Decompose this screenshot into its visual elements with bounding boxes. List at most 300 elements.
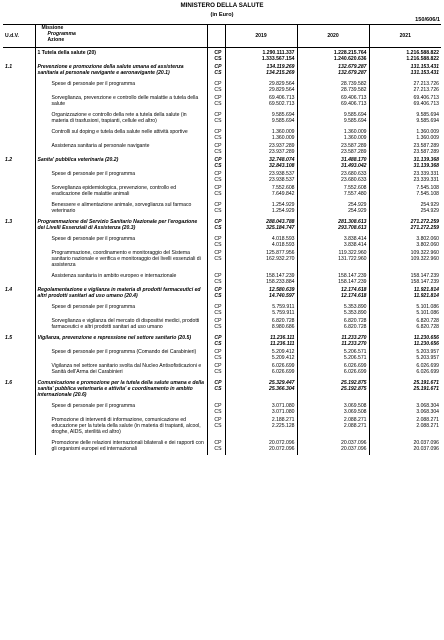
cp-value: 9.585.694 xyxy=(343,112,367,118)
cp-value: 7.552.608 xyxy=(271,185,295,191)
description-cell: Spese di personale per il programma xyxy=(35,79,207,93)
cs-value: 20.037.096 xyxy=(341,446,367,452)
table-body xyxy=(3,48,441,456)
cs-value: 131.153.431 xyxy=(410,70,439,76)
value-cell-2020 xyxy=(297,183,369,200)
cp-value: 158.147.239 xyxy=(266,273,295,279)
cs-value: 7.557.480 xyxy=(343,191,367,197)
cp-value: 29.829.564 xyxy=(269,81,295,87)
uv-cell xyxy=(3,141,35,155)
cp-value: 1.360.009 xyxy=(416,129,439,135)
cp-label: CP xyxy=(214,440,222,446)
uv-cell xyxy=(3,79,35,93)
description-cell: Comunicazione e promozione per la tutela della salute umana e della sanita' pubblica veterinaria e attivita' e coordinamento in ambito internazionale (20.6) xyxy=(35,378,207,401)
currency-unit: (in Euro) xyxy=(210,12,234,18)
programma-row xyxy=(3,378,441,401)
cp-cs-cell xyxy=(207,415,225,438)
value-cell-2021 xyxy=(369,285,441,302)
cs-label: CS xyxy=(214,163,222,169)
cs-value: 11.921.814 xyxy=(413,293,439,299)
cp-value: 132.679.287 xyxy=(338,64,367,70)
azione-row xyxy=(3,438,441,455)
cp-value: 9.585.694 xyxy=(416,112,439,118)
cs-value: 25.192.875 xyxy=(341,386,367,392)
value-cell-2021 xyxy=(369,415,441,438)
cp-cs-cell xyxy=(207,361,225,378)
cs-value: 254.929 xyxy=(348,208,367,214)
value-cell-2019 xyxy=(225,248,297,271)
cs-value: 5.353.890 xyxy=(343,310,367,316)
cp-value: 11.233.270 xyxy=(341,335,367,341)
uv-cell: 1.6 xyxy=(5,380,13,386)
cp-value: 1.254.929 xyxy=(271,202,295,208)
cs-value: 1.240.620.636 xyxy=(333,56,367,62)
header-uv: U.d.V. xyxy=(3,25,35,48)
value-cell-2020 xyxy=(297,110,369,127)
cs-value: 1.360.009 xyxy=(343,135,367,141)
cs-value: 27.213.726 xyxy=(413,87,439,93)
cp-value: 20.037.096 xyxy=(413,440,439,446)
cs-value: 134.215.269 xyxy=(266,70,295,76)
cp-value: 23.938.537 xyxy=(269,171,295,177)
cp-label: CP xyxy=(214,129,222,135)
cp-value: 254.929 xyxy=(348,202,367,208)
cp-value: 23.587.289 xyxy=(413,143,439,149)
cp-label: CP xyxy=(214,250,222,256)
value-cell-2019 xyxy=(225,110,297,127)
value-cell-2021 xyxy=(369,200,441,217)
cs-value: 23.587.289 xyxy=(341,149,367,155)
uv-cell xyxy=(3,110,35,127)
description-cell: Assistenza sanitaria al personale navigante xyxy=(35,141,207,155)
cp-cs-cell xyxy=(207,183,225,200)
uv-cell xyxy=(3,347,35,361)
description-cell: Sorveglianza e vigilanza del mercato di dispositivi medici, prodotti farmaceutici e altri prodotti sanitari ad uso umano xyxy=(35,316,207,333)
cs-value: 8.980.686 xyxy=(271,324,295,330)
value-cell-2020 xyxy=(297,361,369,378)
cp-value: 5.353.890 xyxy=(343,304,367,310)
cs-value: 6.026.699 xyxy=(416,369,439,375)
description-cell: Sorveglianza epidemiologica, prevenzione, controllo ed eradicazione delle malattie animali xyxy=(35,183,207,200)
cp-cs-cell xyxy=(207,48,225,63)
cs-label: CS xyxy=(214,355,222,361)
cp-value: 6.820.728 xyxy=(271,318,295,324)
cp-value: 5.209.412 xyxy=(271,349,295,355)
cp-value: 2.188.271 xyxy=(271,417,295,423)
value-cell-2020 xyxy=(297,271,369,285)
value-cell-2021 xyxy=(369,271,441,285)
value-cell-2021 xyxy=(369,316,441,333)
cp-label: CP xyxy=(214,417,222,423)
cp-value: 23.339.331 xyxy=(413,171,439,177)
value-cell-2019 xyxy=(225,333,297,347)
value-cell-2020 xyxy=(297,141,369,155)
cp-value: 7.552.608 xyxy=(343,185,367,191)
table-header-row xyxy=(3,25,441,48)
value-cell-2019 xyxy=(225,302,297,316)
cs-value: 132.679.287 xyxy=(338,70,367,76)
value-cell-2020 xyxy=(297,234,369,248)
cs-value: 3.071.080 xyxy=(271,409,295,415)
description-cell: Sanita' pubblica veterinaria (20.2) xyxy=(35,155,207,169)
cp-label: CP xyxy=(214,335,222,341)
cp-label: CP xyxy=(214,380,222,386)
cp-value: 12.174.618 xyxy=(341,287,367,293)
cp-value: 119.322.960 xyxy=(338,250,367,256)
value-cell-2021 xyxy=(369,234,441,248)
uv-cell xyxy=(3,438,35,455)
cs-value: 5.101.086 xyxy=(416,310,439,316)
cp-value: 134.119.269 xyxy=(266,64,295,70)
cs-value: 6.026.699 xyxy=(271,369,295,375)
cs-value: 162.932.270 xyxy=(266,256,295,262)
description-cell: Benessere e alimentazione animale, sorveglianza sul farmaco veterinario xyxy=(35,200,207,217)
cp-value: 11.921.814 xyxy=(413,287,439,293)
cs-value: 109.322.960 xyxy=(410,256,439,262)
cp-label: CP xyxy=(214,349,222,355)
cs-value: 23.339.331 xyxy=(413,177,439,183)
azione-row xyxy=(3,271,441,285)
description-cell: Regolamentazione e vigilanza in materia di prodotti farmaceutici ed altri prodotti sanitari ad uso umano (20.4) xyxy=(35,285,207,302)
value-cell-2019 xyxy=(225,48,297,63)
azione-row xyxy=(3,93,441,110)
azione-row xyxy=(3,79,441,93)
cs-value: 29.829.564 xyxy=(269,87,295,93)
cp-value: 11.230.656 xyxy=(413,335,439,341)
value-cell-2021 xyxy=(369,361,441,378)
cp-value: 69.406.713 xyxy=(413,95,439,101)
cs-value: 5.209.412 xyxy=(271,355,295,361)
value-cell-2021 xyxy=(369,127,441,141)
cp-cs-cell xyxy=(207,200,225,217)
value-cell-2020 xyxy=(297,302,369,316)
header-azione: Azione xyxy=(47,37,65,43)
value-cell-2020 xyxy=(297,200,369,217)
cp-value: 125.877.956 xyxy=(266,250,295,256)
cs-label: CS xyxy=(214,87,222,93)
cs-value: 28.739.582 xyxy=(341,87,367,93)
value-cell-2020 xyxy=(297,316,369,333)
value-cell-2019 xyxy=(225,93,297,110)
cs-value: 3.802.060 xyxy=(416,242,439,248)
azione-row xyxy=(3,183,441,200)
value-cell-2019 xyxy=(225,271,297,285)
cs-value: 69.406.713 xyxy=(413,101,439,107)
uv-cell xyxy=(3,248,35,271)
azione-row xyxy=(3,248,441,271)
cp-cs-cell xyxy=(207,169,225,183)
description-cell: Spese di personale per il programma xyxy=(35,401,207,415)
value-cell-2020 xyxy=(297,79,369,93)
value-cell-2020 xyxy=(297,217,369,234)
cs-label: CS xyxy=(214,293,222,299)
cs-label: CS xyxy=(214,135,222,141)
cp-value: 9.585.694 xyxy=(271,112,295,118)
azione-row xyxy=(3,401,441,415)
value-cell-2020 xyxy=(297,378,369,401)
cp-value: 3.068.304 xyxy=(416,403,439,409)
uv-cell: 1.2 xyxy=(5,157,13,163)
cs-value: 14.740.597 xyxy=(269,293,295,299)
azione-row xyxy=(3,316,441,333)
cs-value: 23.680.633 xyxy=(341,177,367,183)
cp-cs-cell xyxy=(207,110,225,127)
description-cell: Promozione di interventi di informazione, comunicazione ed educazione per la tutela della salute (in materia di trapianti, alcool, droghe, AIDS, sterilità ed altro) xyxy=(35,415,207,438)
cs-value: 1.360.009 xyxy=(271,135,295,141)
cs-label: CS xyxy=(214,256,222,262)
cs-value: 293.708.613 xyxy=(338,225,367,231)
cs-label: CS xyxy=(214,118,222,124)
value-cell-2020 xyxy=(297,62,369,79)
programma-row xyxy=(3,333,441,347)
cp-value: 131.153.431 xyxy=(410,64,439,70)
cs-label: CS xyxy=(214,191,222,197)
azione-row xyxy=(3,169,441,183)
cs-value: 11.230.656 xyxy=(413,341,439,347)
cs-label: CS xyxy=(214,279,222,285)
cs-value: 6.820.728 xyxy=(343,324,367,330)
cs-value: 3.069.508 xyxy=(343,409,367,415)
cp-label: CP xyxy=(214,81,222,87)
cs-value: 1.360.009 xyxy=(416,135,439,141)
description-cell: Programmazione del Servizio Sanitario Nazionale per l'erogazione dei Livelli Essenziali di Assistenza (20.3) xyxy=(35,217,207,234)
value-cell-2020 xyxy=(297,48,369,63)
cp-value: 254.929 xyxy=(420,202,439,208)
value-cell-2020 xyxy=(297,347,369,361)
cp-value: 6.820.728 xyxy=(343,318,367,324)
value-cell-2021 xyxy=(369,79,441,93)
cp-label: CP xyxy=(214,171,222,177)
description-cell: Vigilanza nel settore sanitario svolta dal Nucleo Antisofisticazioni e Sanità dell'Arma dei Carabinieri xyxy=(35,361,207,378)
cs-value: 20.072.096 xyxy=(269,446,295,452)
cp-label: CP xyxy=(214,304,222,310)
cp-value: 25.191.671 xyxy=(413,380,439,386)
cs-value: 7.545.108 xyxy=(416,191,439,197)
description-cell: Assistenza sanitaria in ambito europeo e internazionale xyxy=(35,271,207,285)
description-cell: Prevenzione e promozione della salute umana ed assistenza sanitaria al personale navigante e aeronavigante (20.1) xyxy=(35,62,207,79)
cp-value: 25.329.447 xyxy=(269,380,295,386)
cs-value: 2.088.271 xyxy=(416,423,439,429)
header-programma: Programma xyxy=(47,31,76,37)
programma-row xyxy=(3,285,441,302)
cs-value: 9.585.694 xyxy=(343,118,367,124)
cs-value: 11.233.270 xyxy=(341,341,367,347)
azione-row xyxy=(3,200,441,217)
cp-cs-cell xyxy=(207,155,225,169)
header-year-2019: 2019 xyxy=(225,25,297,48)
azione-row xyxy=(3,347,441,361)
value-cell-2020 xyxy=(297,415,369,438)
cp-value: 28.739.582 xyxy=(341,81,367,87)
uv-cell xyxy=(3,183,35,200)
cs-value: 5.206.571 xyxy=(343,355,367,361)
value-cell-2021 xyxy=(369,302,441,316)
missione-row xyxy=(3,48,441,63)
cp-cs-cell xyxy=(207,217,225,234)
cp-value: 5.206.571 xyxy=(343,349,367,355)
value-cell-2019 xyxy=(225,183,297,200)
cp-value: 69.406.713 xyxy=(269,95,295,101)
cp-label: CP xyxy=(214,236,222,242)
cs-label: CS xyxy=(214,369,222,375)
cs-value: 131.722.960 xyxy=(338,256,367,262)
cp-cs-cell xyxy=(207,438,225,455)
budget-table xyxy=(3,24,441,455)
cp-cs-cell xyxy=(207,271,225,285)
value-cell-2021 xyxy=(369,169,441,183)
cs-label: CS xyxy=(214,70,222,76)
value-cell-2020 xyxy=(297,155,369,169)
uv-cell xyxy=(3,200,35,217)
cs-label: CS xyxy=(214,423,222,429)
header-cat xyxy=(207,25,225,48)
cs-value: 32.843.108 xyxy=(269,163,295,169)
cs-label: CS xyxy=(214,56,222,62)
value-cell-2021 xyxy=(369,333,441,347)
cs-value: 1.333.567.154 xyxy=(261,56,295,62)
value-cell-2021 xyxy=(369,347,441,361)
cs-value: 23.937.289 xyxy=(269,149,295,155)
cs-value: 25.366.304 xyxy=(269,386,295,392)
uv-cell xyxy=(3,234,35,248)
cp-value: 23.587.289 xyxy=(341,143,367,149)
cp-value: 25.192.875 xyxy=(341,380,367,386)
azione-row xyxy=(3,234,441,248)
value-cell-2019 xyxy=(225,141,297,155)
value-cell-2020 xyxy=(297,248,369,271)
cs-value: 6.026.699 xyxy=(343,369,367,375)
cs-value: 3.838.414 xyxy=(343,242,367,248)
cp-cs-cell xyxy=(207,333,225,347)
uv-cell xyxy=(3,169,35,183)
cs-value: 23.587.289 xyxy=(413,149,439,155)
value-cell-2021 xyxy=(369,110,441,127)
cp-value: 5.759.911 xyxy=(272,304,295,310)
cp-value: 6.026.699 xyxy=(271,363,295,369)
cp-value: 288.043.788 xyxy=(266,219,295,225)
cs-value: 325.184.747 xyxy=(266,225,295,231)
cs-value: 9.585.694 xyxy=(416,118,439,124)
value-cell-2021 xyxy=(369,155,441,169)
cp-value: 31.488.170 xyxy=(341,157,367,163)
cp-label: CP xyxy=(214,143,222,149)
cs-value: 1.254.929 xyxy=(271,208,295,214)
cp-value: 6.026.699 xyxy=(416,363,439,369)
cp-value: 3.838.414 xyxy=(343,236,367,242)
uv-cell xyxy=(3,361,35,378)
cp-label: CP xyxy=(214,185,222,191)
description-cell: Controlli sul doping e tutela della salute nelle attività sportive xyxy=(35,127,207,141)
cs-value: 5.759.911 xyxy=(272,310,295,316)
cp-value: 11.236.111 xyxy=(270,335,295,341)
value-cell-2021 xyxy=(369,48,441,63)
cs-label: CS xyxy=(214,177,222,183)
uv-cell xyxy=(3,302,35,316)
value-cell-2019 xyxy=(225,200,297,217)
cp-label: CP xyxy=(214,50,222,56)
cp-cs-cell xyxy=(207,234,225,248)
value-cell-2019 xyxy=(225,79,297,93)
value-cell-2019 xyxy=(225,169,297,183)
cp-label: CP xyxy=(214,363,222,369)
value-cell-2021 xyxy=(369,248,441,271)
cp-label: CP xyxy=(214,202,222,208)
value-cell-2019 xyxy=(225,217,297,234)
cp-value: 6.026.699 xyxy=(343,363,367,369)
value-cell-2019 xyxy=(225,361,297,378)
cp-value: 109.322.960 xyxy=(410,250,439,256)
cp-cs-cell xyxy=(207,401,225,415)
value-cell-2020 xyxy=(297,438,369,455)
cp-label: CP xyxy=(214,287,222,293)
value-cell-2020 xyxy=(297,169,369,183)
cp-cs-cell xyxy=(207,248,225,271)
description-cell: Programmazione, coordinamento e monitoraggio del Sistema sanitario nazionale e verifica e monitoraggio dei livelli essenziali di assistenza xyxy=(35,248,207,271)
cp-value: 3.069.508 xyxy=(343,403,367,409)
cp-value: 5.101.086 xyxy=(416,304,439,310)
cp-label: CP xyxy=(214,112,222,118)
value-cell-2020 xyxy=(297,401,369,415)
cp-value: 1.360.009 xyxy=(271,129,295,135)
cp-label: CP xyxy=(214,95,222,101)
uv-cell: 1.4 xyxy=(5,287,13,293)
cp-label: CP xyxy=(214,403,222,409)
cp-cs-cell xyxy=(207,62,225,79)
azione-row xyxy=(3,361,441,378)
cs-label: CS xyxy=(214,409,222,415)
cs-label: CS xyxy=(214,310,222,316)
cs-label: CS xyxy=(214,101,222,107)
cp-cs-cell xyxy=(207,93,225,110)
cs-value: 25.191.671 xyxy=(413,386,439,392)
cp-label: CP xyxy=(214,157,222,163)
cs-value: 158.147.239 xyxy=(338,279,367,285)
cs-label: CS xyxy=(214,149,222,155)
value-cell-2019 xyxy=(225,127,297,141)
cp-value: 31.139.368 xyxy=(413,157,439,163)
cp-value: 2.088.271 xyxy=(343,417,367,423)
cp-value: 1.290.111.337 xyxy=(262,50,295,56)
cs-value: 11.236.111 xyxy=(270,341,295,347)
programma-row xyxy=(3,62,441,79)
cp-cs-cell xyxy=(207,302,225,316)
programma-row xyxy=(3,155,441,169)
cp-value: 5.203.957 xyxy=(416,349,439,355)
cs-value: 2.225.128 xyxy=(271,423,295,429)
value-cell-2021 xyxy=(369,438,441,455)
document-code: 150/606/1 xyxy=(415,17,440,23)
value-cell-2021 xyxy=(369,217,441,234)
value-cell-2021 xyxy=(369,401,441,415)
cp-cs-cell xyxy=(207,285,225,302)
value-cell-2019 xyxy=(225,347,297,361)
programma-row xyxy=(3,217,441,234)
ministry-title: MINISTERO DELLA SALUTE xyxy=(180,2,264,9)
cp-value: 23.680.633 xyxy=(341,171,367,177)
cs-value: 6.820.728 xyxy=(416,324,439,330)
cp-value: 12.580.639 xyxy=(269,287,295,293)
header-missione-programma-azione xyxy=(35,25,207,48)
azione-row xyxy=(3,141,441,155)
cs-value: 254.929 xyxy=(420,208,439,214)
azione-row xyxy=(3,110,441,127)
cs-value: 1.216.588.822 xyxy=(406,56,439,62)
description-cell: Promozione delle relazioni internazionali bilaterali e dei rapporti con gli organismi europei ed internazionali xyxy=(35,438,207,455)
value-cell-2019 xyxy=(225,415,297,438)
cs-value: 4.018.593 xyxy=(271,242,295,248)
description-cell: Vigilanza, prevenzione e repressione nel settore sanitario (20.5) xyxy=(35,333,207,347)
uv-cell: 1.5 xyxy=(5,335,13,341)
